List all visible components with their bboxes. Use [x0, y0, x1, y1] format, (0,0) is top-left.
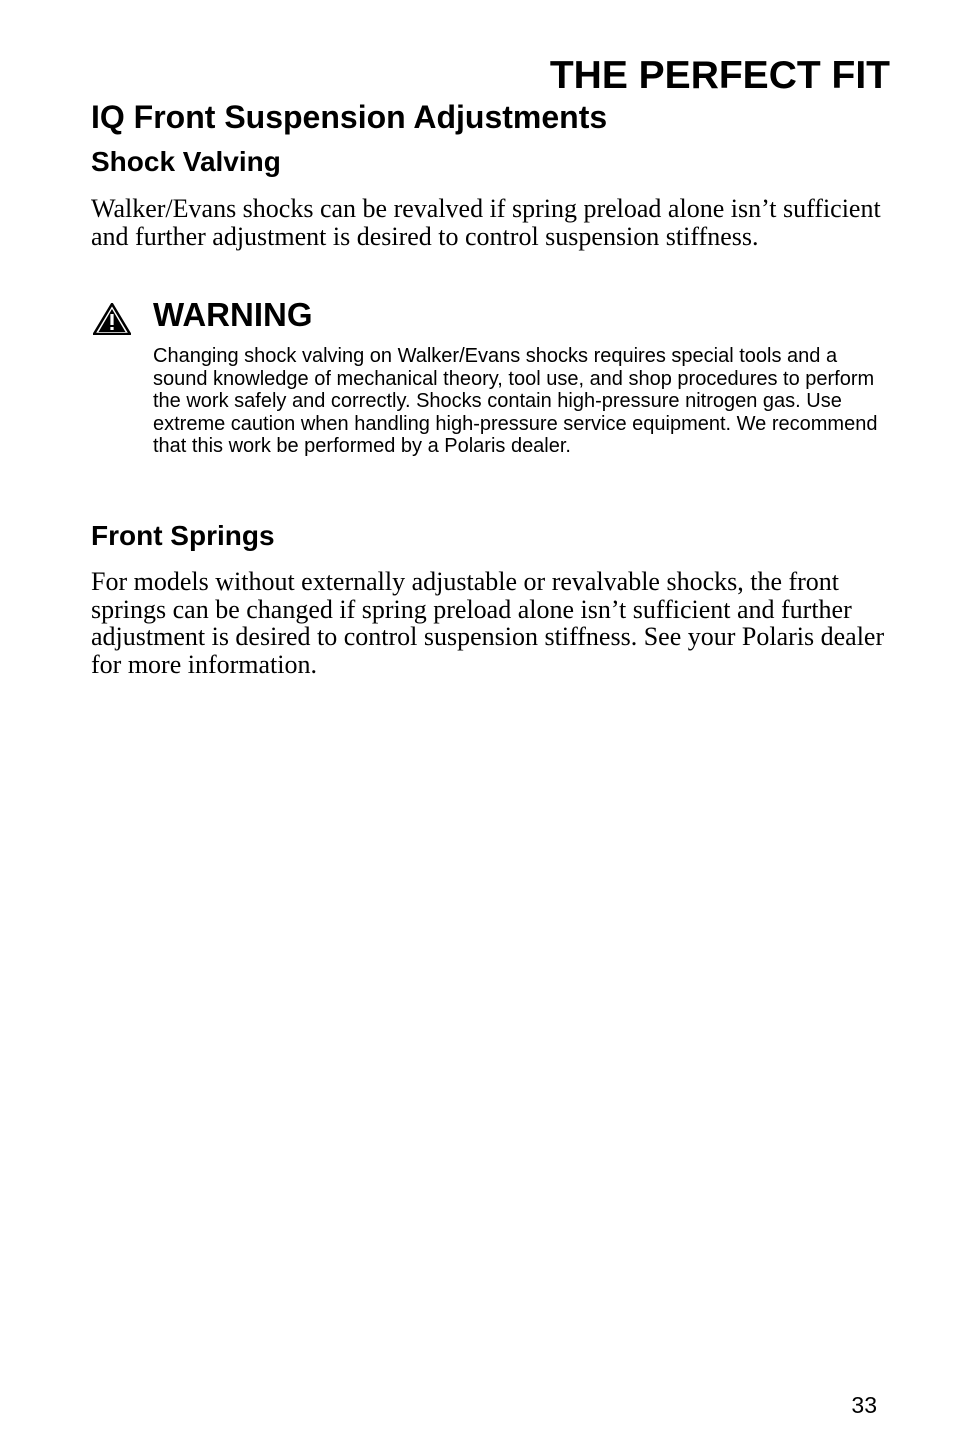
front-springs-paragraph: For models without externally adjustable or revalvable shocks, the front springs can be changed if spring preload alone isn’t sufficient and further adjustment is desired to control suspension stiffness. See your Polaris dealer for more information.: [91, 567, 885, 679]
shock-valving-heading: Shock Valving: [91, 146, 281, 177]
page-number: 33: [851, 1392, 877, 1418]
front-springs-heading: Front Springs: [91, 520, 275, 551]
shock-valving-paragraph: Walker/Evans shocks can be revalved if spring preload alone isn’t sufficient and further adjustment is desired to control suspension stiffness.: [91, 194, 881, 251]
warning-text: Changing shock valving on Walker/Evans shocks requires special tools and a sound knowledge of mechanical theory, tool use, and shop procedures to perform the work safely and correctly. Shocks contain high-pressure nitrogen gas. Use extreme caution when handling high-pressure service equipment. We recommend that this work be performed by a Polaris dealer.: [153, 345, 878, 458]
warning-title: WARNING: [153, 296, 313, 333]
warning-triangle-icon: [93, 303, 131, 335]
section-title: IQ Front Suspension Adjustments: [91, 99, 608, 135]
chapter-title: THE PERFECT FIT: [549, 54, 890, 97]
